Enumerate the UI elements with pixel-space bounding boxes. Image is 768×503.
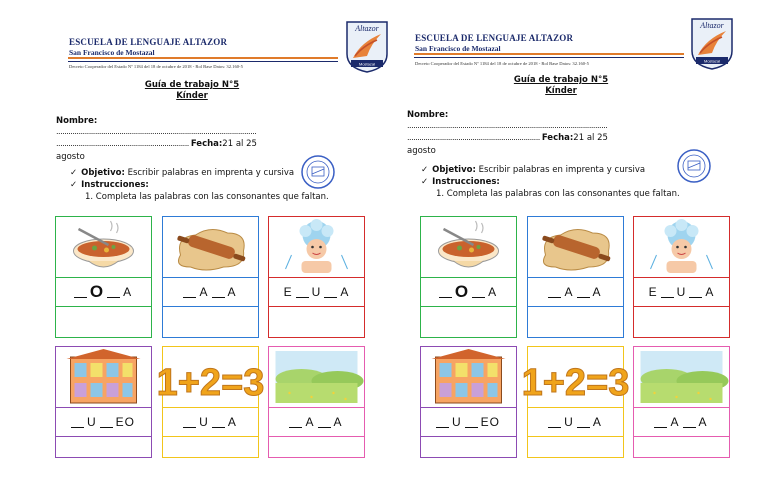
date-line: ................................................................. Fecha:21 al 25 [407, 133, 608, 143]
letter: U [564, 415, 574, 429]
school-city: San Francisco de Mostazal [415, 44, 501, 53]
word-card [55, 216, 152, 338]
name-label: Nombre: [56, 116, 98, 126]
answer-box[interactable] [421, 437, 516, 457]
blank-slot [439, 287, 452, 298]
blank-slot [183, 417, 196, 428]
blank-slot [318, 417, 331, 428]
letter: U [86, 415, 97, 429]
instruction-step: 1. Completa las palabras con las consonantes que faltan. [436, 189, 680, 199]
letter: EO [480, 415, 500, 429]
letter: E [283, 285, 293, 299]
soup-illustration [56, 217, 151, 277]
checkmark-icon: ✓ [421, 165, 429, 175]
blank-slot [74, 287, 87, 298]
blank-slot [548, 287, 561, 298]
school-name: ESCUELA DE LENGUAJE ALTAZOR [415, 33, 574, 43]
checkmark-icon: ✓ [70, 180, 78, 190]
child-shower-illustration [269, 217, 364, 277]
word-to-complete [528, 407, 623, 437]
letter: U [311, 285, 322, 299]
guide-title: Guía de trabajo N°5 [513, 75, 609, 85]
letter: O [89, 282, 105, 301]
letter: A [592, 285, 602, 299]
svg-text:1+2=3: 1+2=3 [156, 362, 265, 404]
blank-slot [577, 417, 590, 428]
word-to-complete [269, 277, 364, 307]
letter: A [705, 285, 715, 299]
word-to-complete [163, 277, 258, 307]
blank-slot [212, 417, 225, 428]
word-to-complete [421, 277, 516, 307]
blank-slot [577, 287, 590, 298]
answer-box[interactable] [56, 307, 151, 337]
blank-slot [289, 417, 302, 428]
blank-slot [472, 287, 485, 298]
blank-slot [296, 287, 309, 298]
word-to-complete [269, 407, 364, 437]
instructions-label: ✓ Instrucciones: [70, 180, 149, 190]
letter: A [123, 285, 133, 299]
objective: ✓ Objetivo: Escribir palabras en imprenta y cursiva [421, 165, 646, 175]
meadow-illustration [269, 347, 364, 407]
child-shower-illustration [634, 217, 729, 277]
answer-box[interactable] [421, 307, 516, 337]
word-card [156, 346, 265, 458]
answer-box[interactable] [634, 307, 729, 337]
word-card [268, 346, 365, 458]
school-city: San Francisco de Mostazal [69, 48, 155, 57]
dough-roller-illustration [163, 217, 258, 277]
word-to-complete [56, 407, 151, 437]
word-to-complete [56, 277, 151, 307]
instructions-label: ✓ Instrucciones: [421, 177, 500, 187]
answer-box[interactable] [269, 307, 364, 337]
letter: A [333, 415, 343, 429]
objective: ✓ Objetivo: Escribir palabras en imprenta y cursiva [70, 168, 295, 178]
guide-title: Guía de trabajo N°5 [144, 80, 240, 90]
name-label: Nombre: [407, 110, 449, 120]
school-stamp [676, 148, 712, 184]
blank-slot [324, 287, 337, 298]
blank-slot [100, 417, 113, 428]
blank-slot [548, 417, 561, 428]
answer-box[interactable] [163, 437, 258, 457]
museum-illustration [56, 347, 151, 407]
letter: A [670, 415, 680, 429]
letter: A [199, 285, 209, 299]
date-value: 21 al 25 [222, 139, 257, 149]
word-to-complete [634, 277, 729, 307]
word-card [420, 216, 517, 338]
blank-slot [683, 417, 696, 428]
name-line: .................................................................................................. [56, 127, 257, 136]
school-logo [345, 20, 389, 74]
letter: U [199, 415, 209, 429]
decree-text: Decreto Cooperador del Estado Nº 1184 del 18 de octubre de 2018 - Rol Base Datos: 32.160-5 [69, 64, 243, 69]
school-stamp [300, 154, 336, 190]
date-line: ................................................................. Fecha:21 al 25 [56, 139, 257, 149]
guide-level: Kínder [176, 91, 208, 101]
letter: A [592, 415, 602, 429]
letter: A [227, 285, 237, 299]
museum-illustration [421, 347, 516, 407]
blank-slot [212, 287, 225, 298]
answer-box[interactable] [269, 437, 364, 457]
blank-slot [107, 287, 120, 298]
letter: A [227, 415, 237, 429]
letter: EO [115, 415, 135, 429]
header-rule [414, 57, 684, 58]
answer-box[interactable] [528, 307, 623, 337]
header-rule [68, 61, 338, 62]
date-month: agosto [56, 152, 85, 162]
sum-numbers-illustration [521, 347, 630, 407]
word-to-complete [528, 277, 623, 307]
soup-illustration [421, 217, 516, 277]
letter: E [648, 285, 658, 299]
svg-text:Mostazal: Mostazal [703, 58, 721, 64]
blank-slot [183, 287, 196, 298]
blank-slot [654, 417, 667, 428]
word-card [521, 346, 630, 458]
answer-box[interactable] [163, 307, 258, 337]
word-card [268, 216, 365, 338]
svg-text:1+2=3: 1+2=3 [521, 362, 630, 404]
word-to-complete [163, 407, 258, 437]
dough-roller-illustration [528, 217, 623, 277]
instruction-step: 1. Completa las palabras con las consonantes que faltan. [85, 192, 329, 202]
blank-slot [71, 417, 84, 428]
word-card [420, 346, 517, 458]
letter: O [454, 282, 470, 301]
answer-box[interactable] [528, 437, 623, 457]
date-month: agosto [407, 146, 436, 156]
date-value: 21 al 25 [573, 133, 608, 143]
blank-slot [689, 287, 702, 298]
date-label: Fecha: [190, 139, 223, 149]
svg-text:Mostazal: Mostazal [358, 61, 376, 67]
header-rule [414, 53, 684, 55]
word-card [527, 216, 624, 338]
word-to-complete [421, 407, 516, 437]
answer-box[interactable] [56, 437, 151, 457]
checkmark-icon: ✓ [70, 168, 78, 178]
blank-slot [465, 417, 478, 428]
letter: U [676, 285, 687, 299]
school-name: ESCUELA DE LENGUAJE ALTAZOR [69, 37, 228, 47]
name-line: .................................................................................................. [407, 121, 608, 130]
word-to-complete [634, 407, 729, 437]
word-card [55, 346, 152, 458]
blank-slot [436, 417, 449, 428]
svg-text:Altazor: Altazor [355, 24, 379, 33]
word-card [633, 346, 730, 458]
letter: A [340, 285, 350, 299]
sum-numbers-illustration [156, 347, 265, 407]
letter: A [698, 415, 708, 429]
blank-slot [661, 287, 674, 298]
word-card [633, 216, 730, 338]
letter: U [451, 415, 462, 429]
answer-box[interactable] [634, 437, 729, 457]
letter: A [564, 285, 574, 299]
letter: A [488, 285, 498, 299]
school-logo [690, 17, 734, 71]
checkmark-icon: ✓ [421, 177, 429, 187]
letter: A [305, 415, 315, 429]
header-rule [68, 57, 338, 59]
guide-level: Kínder [545, 86, 577, 96]
decree-text: Decreto Cooperador del Estado Nº 1184 del 18 de octubre de 2018 - Rol Base Datos: 32.160-5 [415, 61, 589, 66]
svg-text:Altazor: Altazor [700, 21, 724, 30]
word-card [162, 216, 259, 338]
date-label: Fecha: [541, 133, 574, 143]
meadow-illustration [634, 347, 729, 407]
